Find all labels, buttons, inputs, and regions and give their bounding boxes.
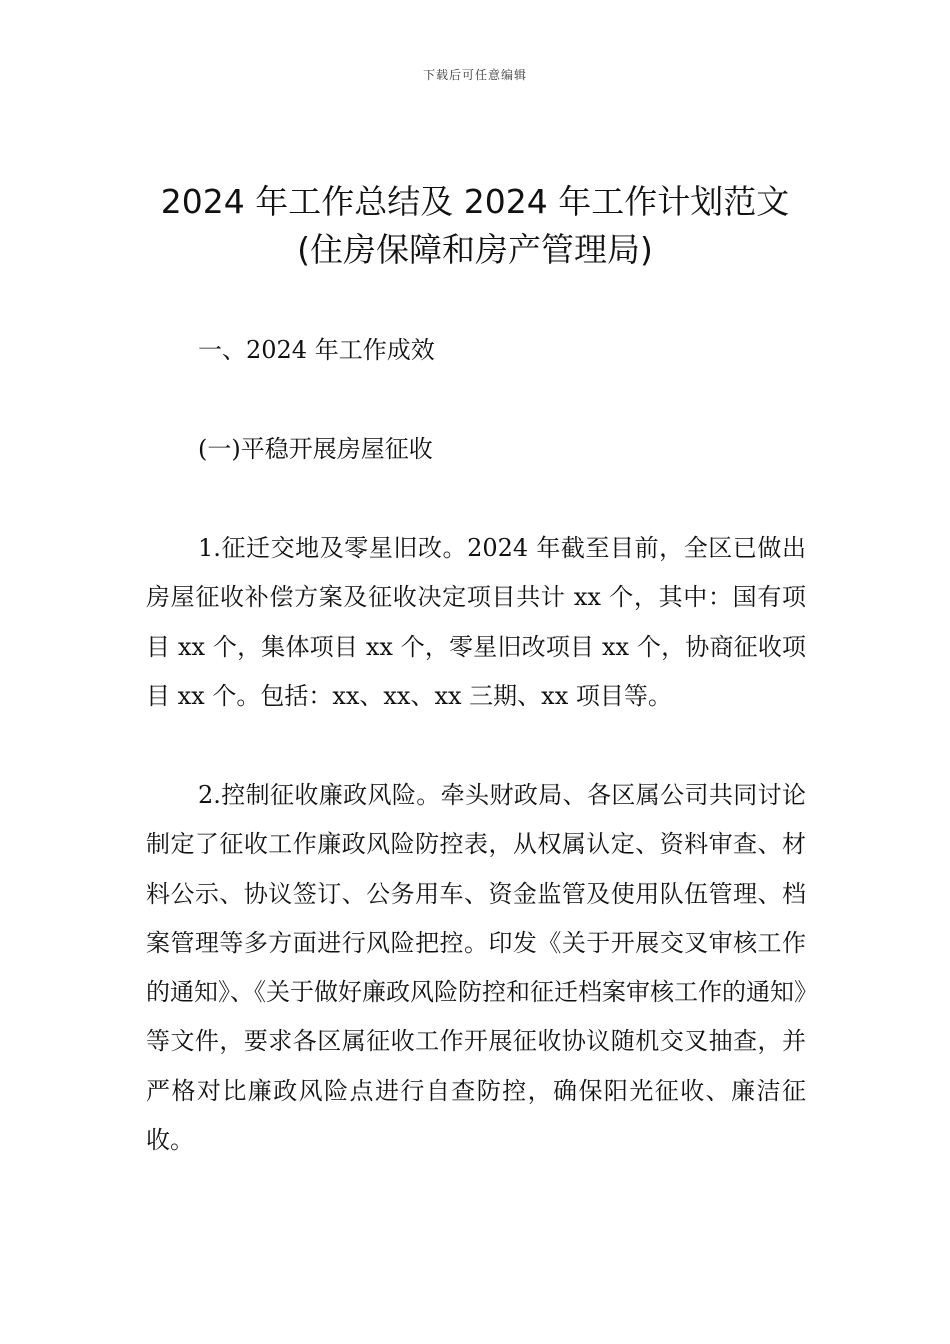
title-line-1: 2024 年工作总结及 2024 年工作计划范文 <box>160 182 790 221</box>
title-line-2: (住房保障和房产管理局) <box>297 230 653 269</box>
header-note: 下载后可任意编辑 <box>422 68 527 82</box>
section-heading: 一、2024 年工作成效 <box>198 336 435 364</box>
paragraph-2: 2.控制征收廉政风险。牵头财政局、各区属公司共同讨论制定了征收工作廉政风险防控表，从权属认定、资料审查、材料公示、协议签订、公务用车、资金监管及使用队伍管理、档案管理等多方面进行风险把控。印发《关于开展交叉审核工作的通知》、《关于做好廉政风险防控和征迁档案审核工作的通知》等文件，要求各区属征收工作开展征收协议随机交叉抽查，并严格对比廉政风险点进行自查防控，确保阳光征收、廉洁征收。 <box>146 781 806 1155</box>
subsection-heading: (一)平稳开展房屋征收 <box>198 435 433 463</box>
paragraph-1: 1.征迁交地及零星旧改。2024 年截至目前，全区已做出房屋征收补偿方案及征收决定项目共计 xx 个，其中：国有项目 xx 个，集体项目 xx 个，零星旧改项目 xx 个，协商征收项目 xx 个。包括：xx、xx、xx 三期、xx 项目等。 <box>146 534 806 710</box>
document-title <box>100 178 850 274</box>
